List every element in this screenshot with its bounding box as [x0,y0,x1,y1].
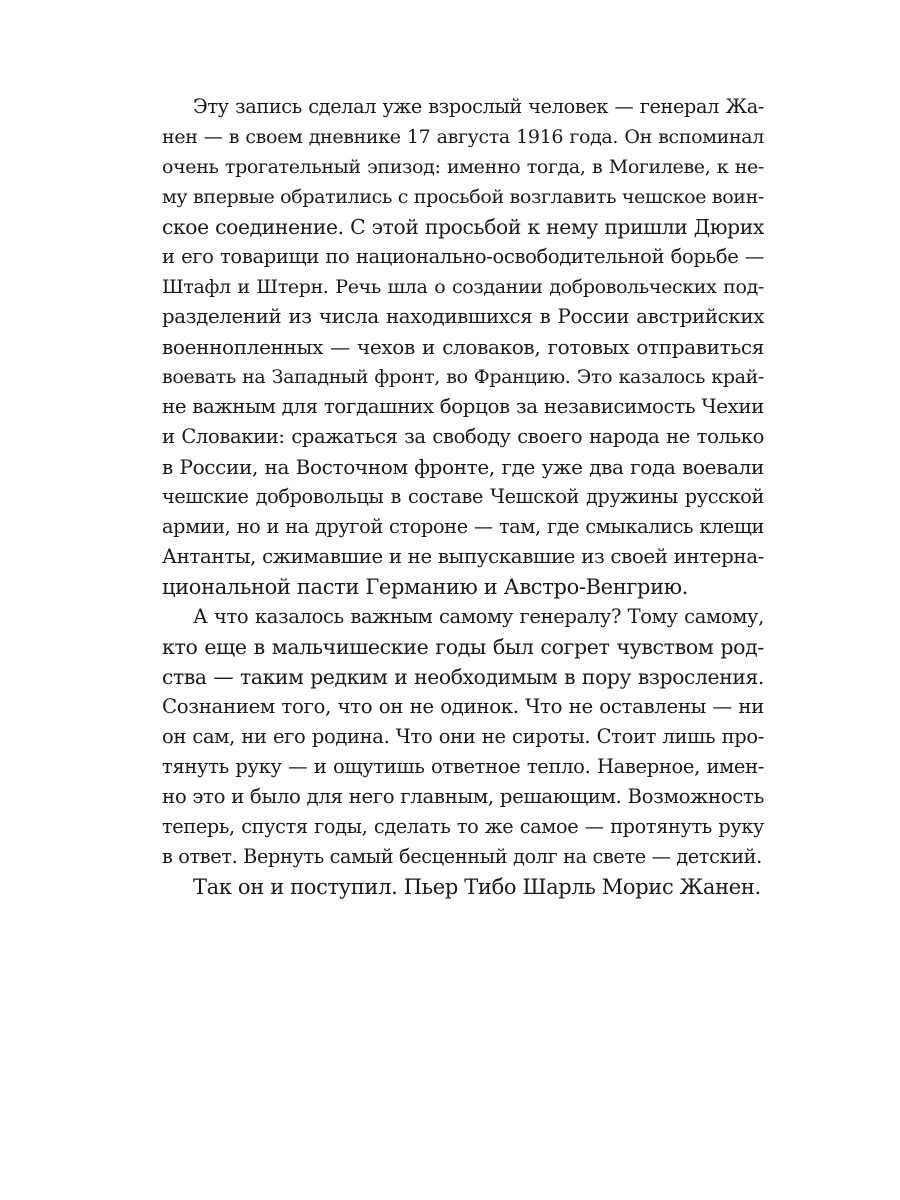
text-line: чешские добровольцы в составе Чешской дружины русской [162,485,764,508]
text-line: циональной пасти Германию и Австро-Венгрию. [162,575,689,599]
text-line: теперь, спустя годы, сделать то же самое — протянуть руку [162,815,764,838]
text-line: и его товарищи по национально-освободительной борьбе — [162,245,764,268]
text-line: он сам, ни его родина. Что они не сироты. Стоит лишь про- [162,725,764,748]
text-line: разделений из числа находившихся в России австрийских [162,305,764,328]
text-line: воевать на Западный фронт, во Францию. Это казалось край- [162,366,764,388]
paragraph [162,92,764,602]
text-line: ства — таким редким и необходимым в пору взросления. [162,665,764,689]
text-line: Антанты, сжимавшие и не выпускавшие из своей интерна- [162,545,764,568]
paragraph [162,602,764,872]
text-line: Так он и поступил. Пьер Тибо Шарль Морис Жанен. [193,875,761,899]
book-page [162,92,764,902]
text-line: кто еще в мальчишеские годы был согрет чувством род- [162,635,764,659]
text-line: нен — в своем дневнике 17 августа 1916 года. Он вспоминал [162,126,764,148]
text-line: армии, но и на другой стороне — там, где смыкались клещи [162,515,764,538]
text-line: А что казалось важным самому генералу? Тому самому, [193,605,764,628]
text-line: му впервые обратились с просьбой возглавить чешское воин- [162,186,764,208]
text-line: но это и было для него главным, решающим. Возможность [162,785,764,808]
text-line: Штафл и Штерн. Речь шла о создании добровольческих под- [162,276,764,298]
text-line: не важным для тогдашних борцов за независимость Чехии [162,395,764,418]
text-line: очень трогательный эпизод: именно тогда, в Могилеве, к не- [162,156,764,178]
text-line: в ответ. Вернуть самый бесценный долг на свете — детский. [162,845,762,868]
paragraph [162,872,764,902]
text-line: тянуть руку — и ощутишь ответное тепло. Наверное, имен- [162,755,764,778]
text-line: в России, на Восточном фронте, где уже два года воевали [162,455,764,479]
text-line: Сознанием того, что он не одинок. Что не оставлены — ни [162,695,764,718]
text-line: и Словакии: сражаться за свободу своего народа не только [162,425,764,448]
text-line: Эту запись сделал уже взрослый человек — генерал Жа- [193,95,764,118]
text-line: ское соединение. С этой просьбой к нему пришли Дюрих [162,215,764,239]
text-line: военнопленных — чехов и словаков, готовых отправиться [162,335,764,359]
